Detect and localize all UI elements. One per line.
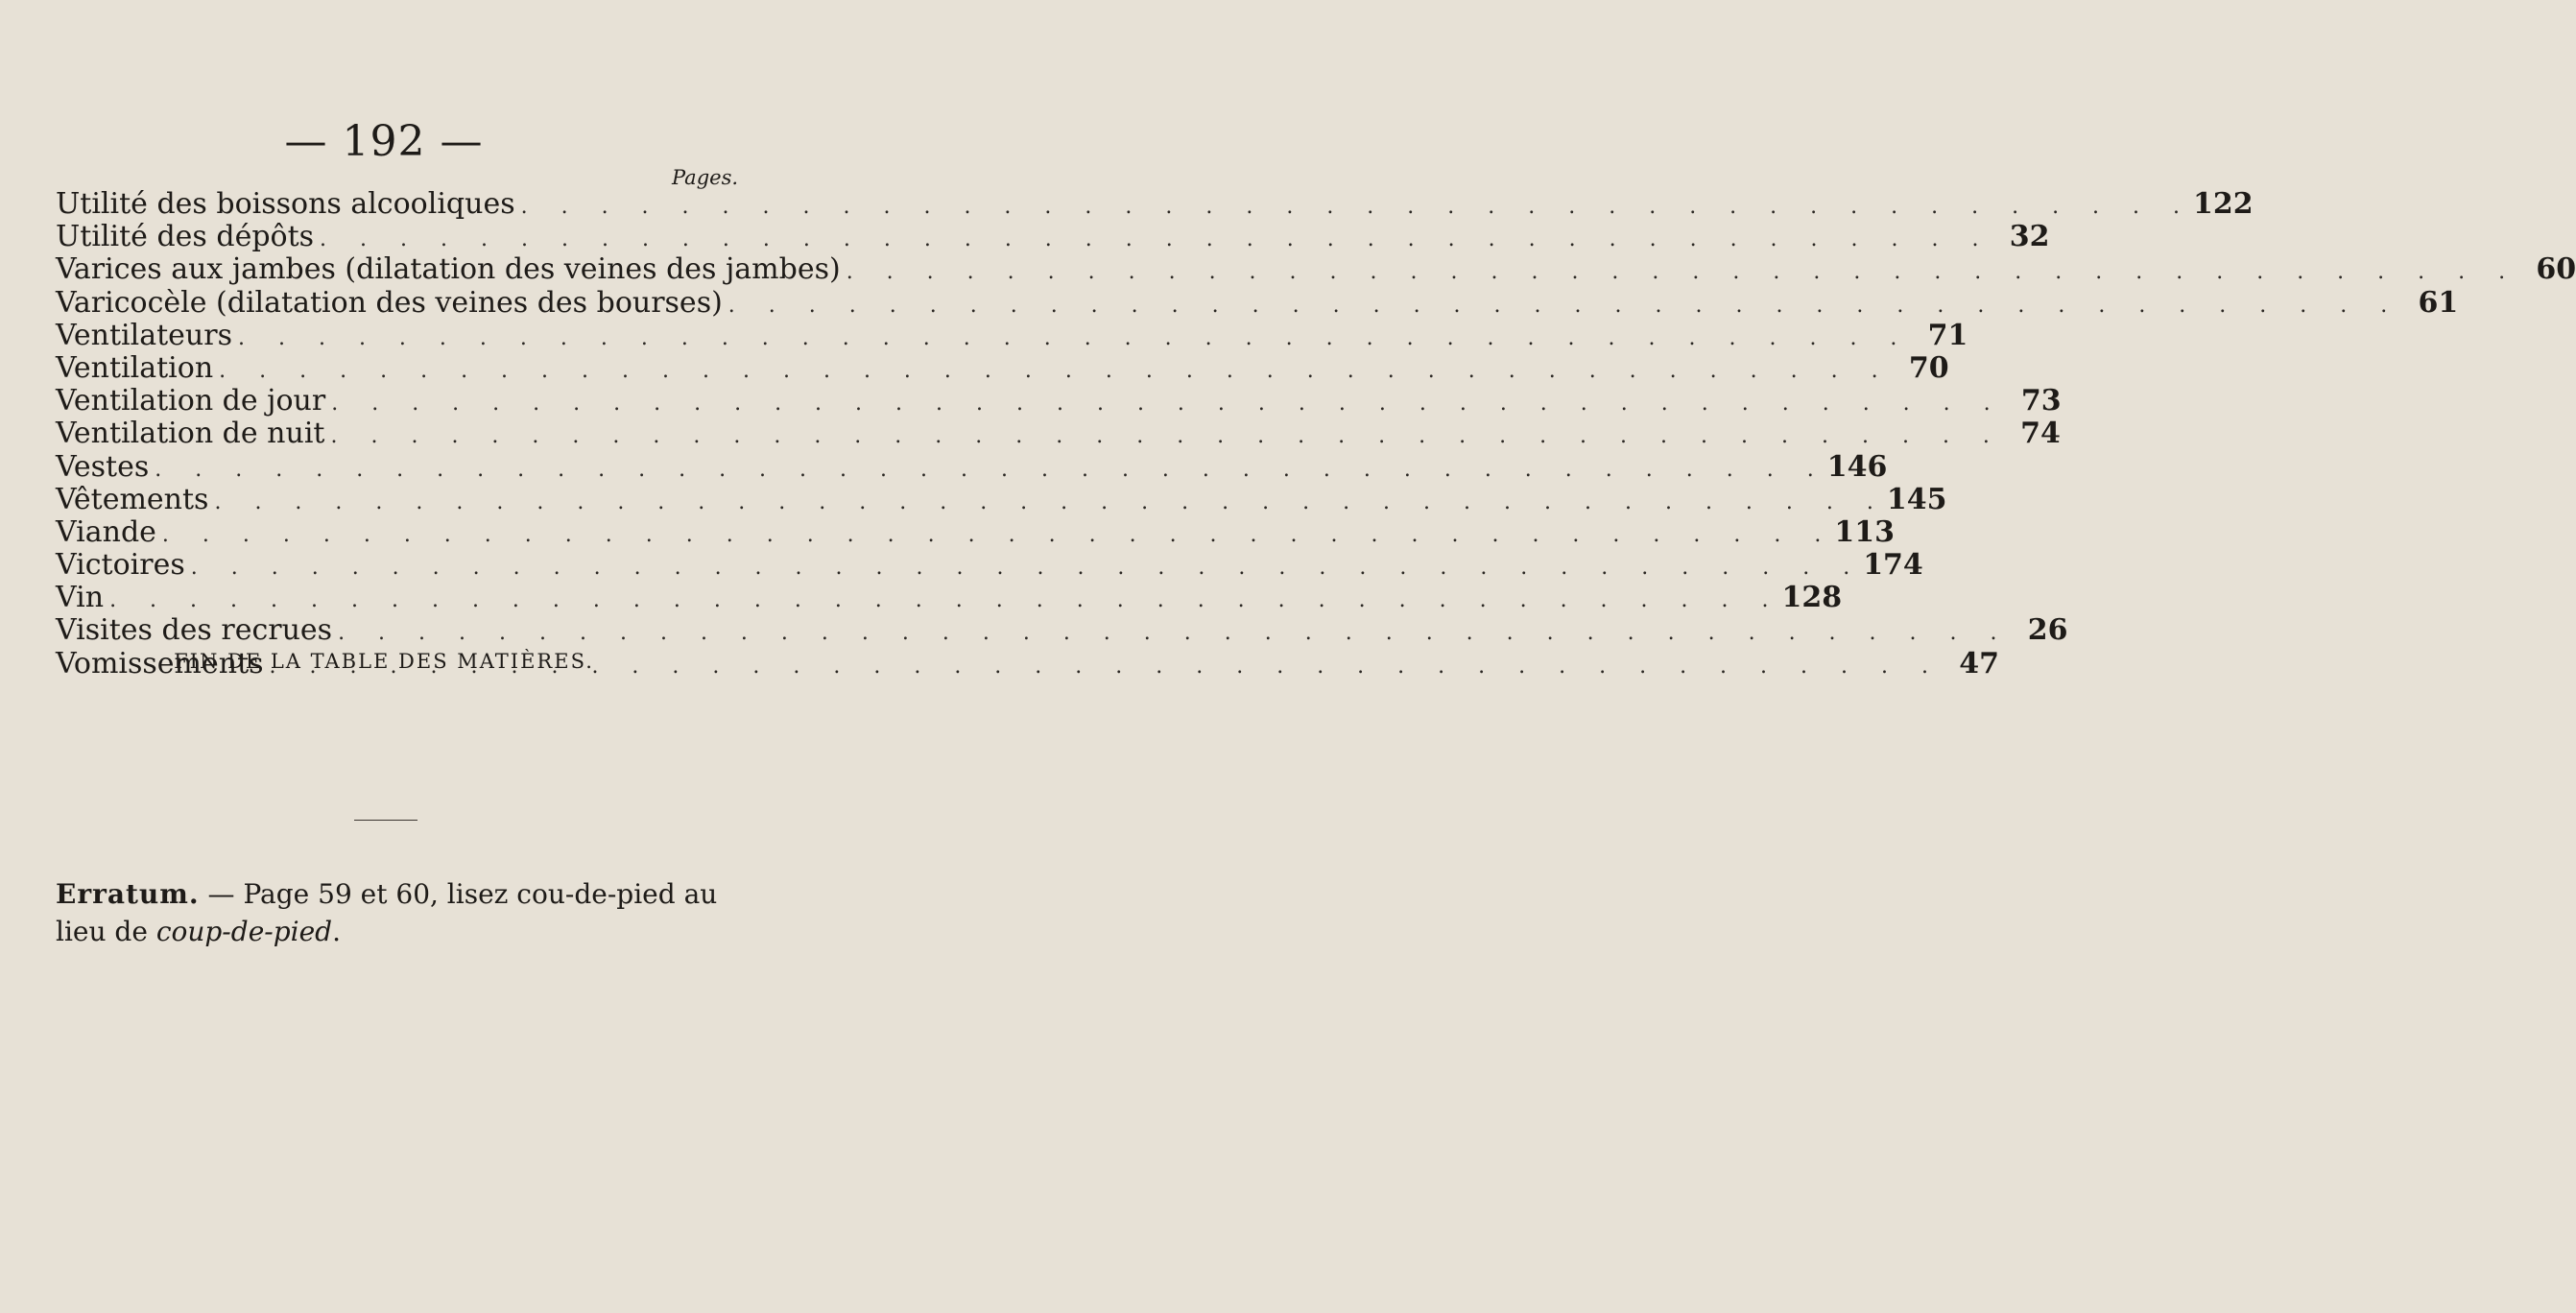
dot-leader [208,487,1886,519]
dot-leader [185,552,1863,585]
index-term: Vomissements [56,646,264,680]
index-page-number: 47 [1959,646,1999,680]
index-page-number: 122 [2193,187,2254,221]
dot-leader [213,355,1891,388]
page-number: — 192 — [284,117,484,166]
index-page-number: 32 [2009,220,2050,254]
dot-leader [314,224,1992,256]
index-term: Vin [56,581,105,615]
index-page-number: 71 [1927,318,1968,352]
erratum-text: — Page 59 et 60, lisez cou-de-pied au lieu de [56,878,718,947]
index-term: Ventilation [56,350,214,385]
dot-leader [232,322,1910,355]
index-page-number: 174 [1863,548,1923,583]
erratum-wrong-term: coup-de-pied [155,916,333,947]
index-row [56,220,2050,254]
index-term: Ventilation de nuit [56,417,325,451]
dot-leader [332,617,2010,650]
index-row [56,285,2459,320]
index-term: Visites des recrues [56,613,333,648]
index-term: Utilité des boissons alcooliques [56,187,515,221]
index-term: Vêtements [56,482,209,516]
index-page-number: 70 [1908,350,1949,385]
index-row [56,384,2062,418]
index-row [56,514,1895,549]
index-page-number: 113 [1834,514,1895,549]
dot-leader [324,420,2002,453]
index-term: Victoires [56,548,185,583]
index-row [56,350,1949,385]
pages-column-label: Pages. [672,166,739,189]
dot-leader [515,191,2193,224]
index-page-number: 146 [1826,449,1888,484]
index-page-number: 26 [2027,613,2068,648]
index-page-number: 128 [1781,581,1843,615]
dot-leader [156,519,1834,552]
index-row [56,417,2061,451]
index-row [56,252,2576,287]
dot-leader [325,388,2003,420]
index-row [56,613,2068,648]
index-term: Varicocèle (dilatation des veines des bourses) [56,285,723,320]
index-term: Varices aux jambes (dilatation des veines des jambes) [56,252,841,287]
end-of-table-note: FIN DE LA TABLE DES MATIÈRES. [174,650,594,673]
erratum-note [56,875,727,950]
index-term: Viande [56,514,156,549]
dot-leader [723,290,2400,322]
index-row [56,482,1947,516]
index-page-number: 145 [1886,482,1947,516]
index-row [56,581,1843,615]
erratum-end: . [332,916,342,947]
index-page-number: 61 [2418,285,2459,320]
index-term: Vestes [56,449,150,484]
index-row [56,449,1888,484]
index-page-number: 60 [2536,252,2576,287]
dot-leader [104,585,1781,617]
index-row [56,318,1968,352]
index-page-number: 74 [2020,417,2061,451]
dot-leader [149,454,1826,487]
index-table [56,187,2576,680]
erratum-heading: Erratum. [56,878,200,910]
index-term: Utilité des dépôts [56,220,315,254]
divider-rule [354,820,417,821]
index-row [56,187,2254,221]
dot-leader [841,256,2518,289]
index-term: Ventilateurs [56,318,232,352]
index-page-number: 73 [2020,384,2062,418]
index-row [56,548,1923,583]
index-term: Ventilation de jour [56,384,326,418]
